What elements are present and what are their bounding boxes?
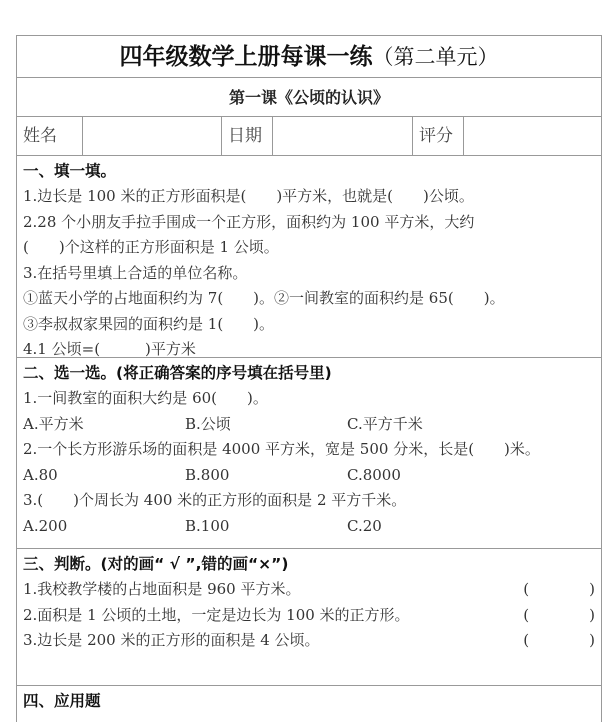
section-heading: 四、应用题: [23, 692, 101, 710]
statement: 2.面积是 1 公顷的土地，一定是边长为 100 米的正方形。: [23, 605, 410, 624]
judge-item: [23, 603, 595, 629]
question-line: ③李叔叔家果园的面积约是 1( )。: [23, 314, 275, 333]
lesson-subtitle: 第一课《公顷的认识》: [17, 78, 601, 117]
option: A.200: [23, 516, 68, 535]
statement: 3.边长是 200 米的正方形的面积是 4 公顷。: [23, 631, 320, 649]
score-field[interactable]: [464, 117, 601, 155]
options-row: [23, 463, 595, 489]
name-label: 姓名: [17, 117, 83, 155]
judge-item: [23, 577, 595, 603]
section-choice: [17, 358, 601, 549]
question-line: 2.一个长方形游乐场的面积是 4000 平方米，宽是 500 分米，长是( )米。: [23, 440, 540, 458]
answer-blank[interactable]: ( ): [523, 605, 595, 624]
section-heading: 三、判断。(对的画“ √ ”,错的画“×”): [23, 555, 289, 573]
answer-blank[interactable]: ( ): [523, 631, 595, 649]
option: C.20: [347, 516, 382, 535]
option: B.公顷: [185, 414, 231, 433]
section-application: [17, 686, 601, 722]
options-row: [23, 514, 595, 540]
question-line: 3.( )个周长为 400 米的正方形的面积是 2 平方千米。: [23, 491, 407, 509]
section-heading: 一、填一填。: [23, 162, 117, 180]
section-judge: [17, 549, 601, 686]
question-line: 1.边长是 100 米的正方形面积是( )平方米，也就是( )公顷。: [23, 187, 474, 205]
score-label: 评分: [413, 117, 464, 155]
question-line: ①蓝天小学的占地面积约为 7( )。②一间教室的面积约是 65( )。: [23, 289, 505, 307]
section-fill-in: [17, 156, 601, 358]
question-line: ( )个这样的正方形面积是 1 公顷。: [23, 238, 279, 256]
question-line: 3.在括号里填上合适的单位名称。: [23, 263, 248, 282]
title-text: 四年级数学上册每课一练: [119, 44, 373, 70]
name-field[interactable]: [83, 117, 222, 155]
student-info-row: [17, 117, 601, 156]
date-field[interactable]: [273, 117, 413, 155]
date-label: 日期: [222, 117, 273, 155]
question-line: 4.1 公顷=( )平方米: [23, 340, 196, 358]
option: C.平方千米: [347, 414, 423, 433]
question-line: 1.一间教室的面积大约是 60( )。: [23, 389, 268, 407]
option: B.100: [185, 516, 230, 535]
worksheet-title: [17, 36, 601, 78]
judge-item: [23, 628, 595, 654]
question-line: 2.28 个小朋友手拉手围成一个正方形，面积约为 100 平方米，大约: [23, 212, 475, 231]
option: B.800: [185, 465, 230, 484]
answer-blank[interactable]: ( ): [523, 580, 595, 598]
statement: 1.我校教学楼的占地面积是 960 平方米。: [23, 580, 301, 598]
option: A.平方米: [23, 414, 84, 433]
option: A.80: [23, 465, 58, 484]
section-heading: 二、选一选。(将正确答案的序号填在括号里): [23, 364, 332, 382]
options-row: [23, 412, 595, 438]
worksheet: [16, 35, 602, 722]
title-unit: （第二单元）: [372, 45, 499, 69]
option: C.8000: [347, 465, 401, 484]
